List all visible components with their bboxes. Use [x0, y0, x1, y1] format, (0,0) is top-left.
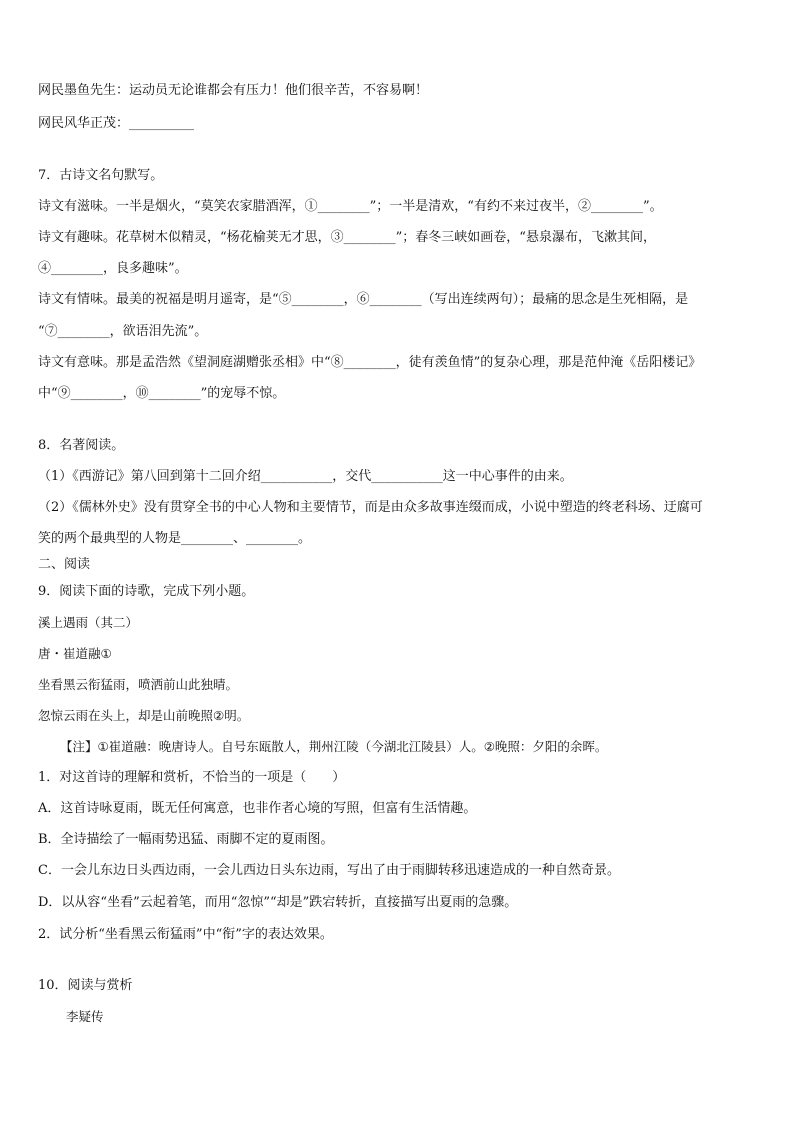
question-7-line-c1: 诗文有情味。最美的祝福是明月遥寄，是“⑤________，⑥________（写出连续两句）；最痛的思念是生死相隔，是 [38, 292, 689, 307]
sub-question-2: 2．试分析“坐看黑云衔猛雨”中“衔”字的表达效果。 [38, 927, 333, 942]
question-7-line-d1: 诗文有意味。那是孟浩然《望洞庭湖赠张丞相》中“⑧________，徒有羡鱼情”的复杂心理，那是范仲淹《岳阳楼记》 [38, 355, 702, 370]
question-8-item-2b: 笑的两个最典型的人物是________、________。 [38, 531, 312, 546]
question-7-line-b2: ④________，良多趣味”。 [38, 261, 188, 276]
netizen-comment-2: 网民风华正茂：__________ [38, 116, 195, 131]
question-7-line-c2: “⑦________，欲语泪先流”。 [38, 324, 208, 339]
question-7-line-b1: 诗文有趣味。花草树木似精灵，“杨花榆荚无才思，③________”；春冬三峡如画卷，“悬泉瀑布，飞漱其间， [38, 230, 656, 245]
poem-line-2: 忽惊云雨在头上，却是山前晚照②明。 [38, 708, 250, 723]
question-8-title: 8．名著阅读。 [38, 438, 125, 453]
question-7-line-a: 诗文有滋味。一半是烟火，“莫笑农家腊酒浑，①________”；一半是清欢，“有约不来过夜半，②________”。 [38, 199, 663, 214]
sub-question-1: 1．对这首诗的理解和赏析，不恰当的一项是（ ） [38, 770, 346, 785]
question-10-passage-title: 李疑传 [66, 1009, 104, 1024]
poem-title: 溪上遇雨（其二） [38, 615, 139, 630]
section-reading-heading: 二、阅读 [38, 557, 91, 572]
question-9-title: 9．阅读下面的诗歌，完成下列小题。 [38, 584, 255, 599]
option-b: B．全诗描绘了一幅雨势迅猛、雨脚不定的夏雨图。 [38, 832, 334, 847]
option-c: C．一会儿东边日头西边雨，一会儿西边日头东边雨，写出了由于雨脚转移迅速造成的一种自然奇景。 [38, 863, 620, 878]
question-8-item-1: （1）《西游记》第八回到第十二回介绍___________，交代___________这一中心事件的由来。 [38, 469, 573, 484]
question-10-title: 10．阅读与赏析 [38, 978, 133, 993]
option-a: A．这首诗咏夏雨，既无任何寓意，也非作者心境的写照，但富有生活情趣。 [38, 801, 477, 816]
poem-line-1: 坐看黑云衔猛雨，喷洒前山此独晴。 [38, 677, 239, 692]
question-7-line-d2: 中“⑨________，⑩________”的宠辱不惊。 [38, 386, 286, 401]
question-8-item-2a: （2）《儒林外史》没有贯穿全书的中心人物和主要情节，而是由众多故事连缀而成，小说中塑造的终老科场、迂腐可 [38, 500, 703, 515]
poem-note: 【注】①崔道融：晚唐诗人。自号东瓯散人，荆州江陵（今湖北江陵县）人。②晚照：夕阳的余晖。 [60, 739, 608, 754]
poem-author: 唐・崔道融① [38, 646, 112, 661]
netizen-comment-1: 网民墨鱼先生：运动员无论谁都会有压力！他们很辛苦，不容易啊！ [38, 83, 429, 98]
option-d: D．以从容“坐看”云起着笔，而用“忽惊”“却是”跌宕转折，直接描写出夏雨的急骤。 [38, 895, 518, 910]
question-7-title: 7．古诗文名句默写。 [38, 168, 164, 183]
